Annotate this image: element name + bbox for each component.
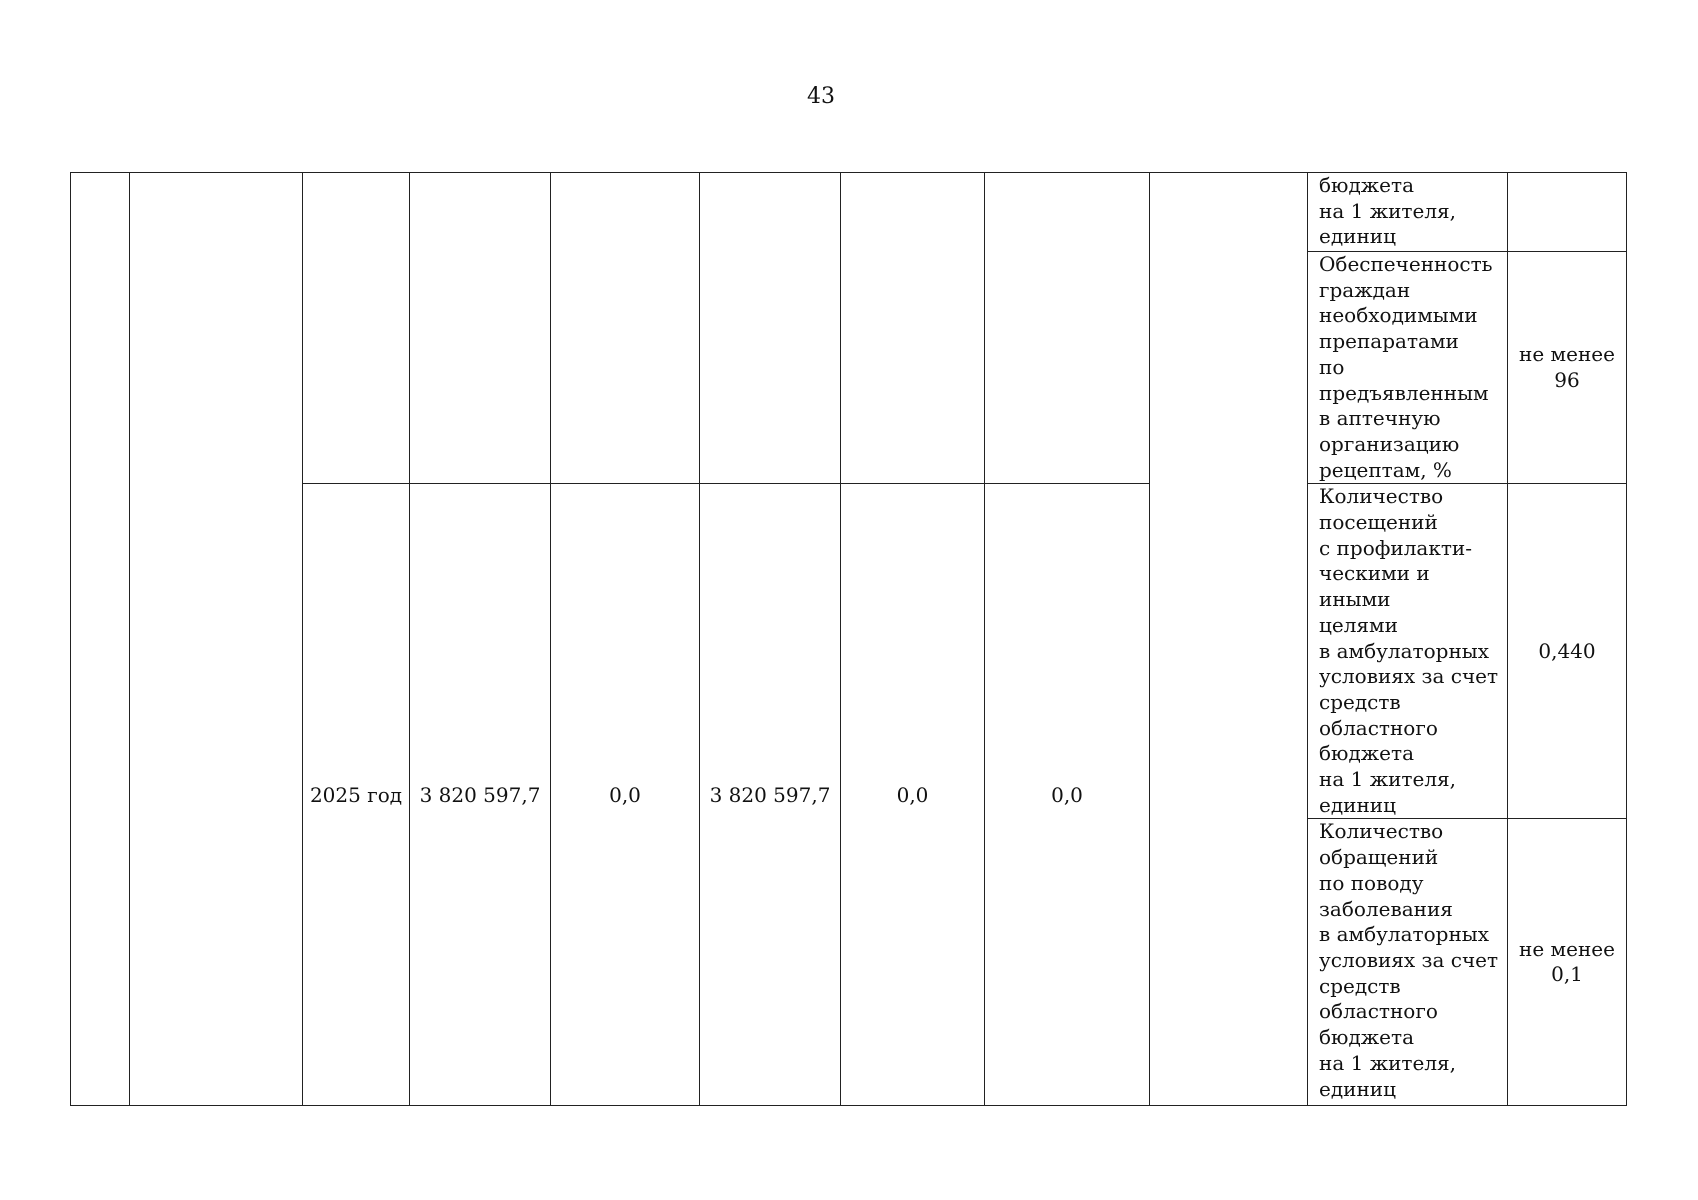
indicator-value: не менее 96 (1508, 252, 1627, 484)
local-cell-prev (841, 173, 985, 484)
table-row (71, 173, 1627, 252)
local-cell: 0,0 (841, 484, 985, 1106)
page-number: 43 (807, 84, 835, 109)
indicator-name: Количество посещений с профилакти- ческими и иными целями в амбулаторных условиях за счет средств областного бюджета на 1 жителя, единиц (1308, 484, 1508, 819)
number-cell (71, 173, 130, 1106)
indicator-value: 0,440 (1508, 484, 1627, 819)
indicator-value (1508, 173, 1627, 252)
regional-cell-prev (700, 173, 841, 484)
year-cell: 2025 год (303, 484, 410, 1106)
indicator-name: Количество обращений по поводу заболевания в амбулаторных условиях за счет средств областного бюджета на 1 жителя, единиц (1308, 819, 1508, 1106)
regional-cell: 3 820 597,7 (700, 484, 841, 1106)
other-cell-prev (985, 173, 1150, 484)
indicator-value: не менее 0,1 (1508, 819, 1627, 1106)
table-row (71, 484, 1627, 819)
federal-cell: 0,0 (551, 484, 700, 1106)
total-cell-prev (410, 173, 551, 484)
total-cell: 3 820 597,7 (410, 484, 551, 1106)
other-cell: 0,0 (985, 484, 1150, 1106)
indicator-name: Обеспеченность граждан необходимыми препаратами по предъявленным в аптечную организацию рецептам, % (1308, 252, 1508, 484)
measure-name-cell (130, 173, 303, 1106)
indicator-name: бюджета на 1 жителя, единиц (1308, 173, 1508, 252)
year-cell-prev (303, 173, 410, 484)
budget-indicators-table (70, 172, 1627, 1106)
federal-cell-prev (551, 173, 700, 484)
executor-cell (1150, 173, 1308, 1106)
